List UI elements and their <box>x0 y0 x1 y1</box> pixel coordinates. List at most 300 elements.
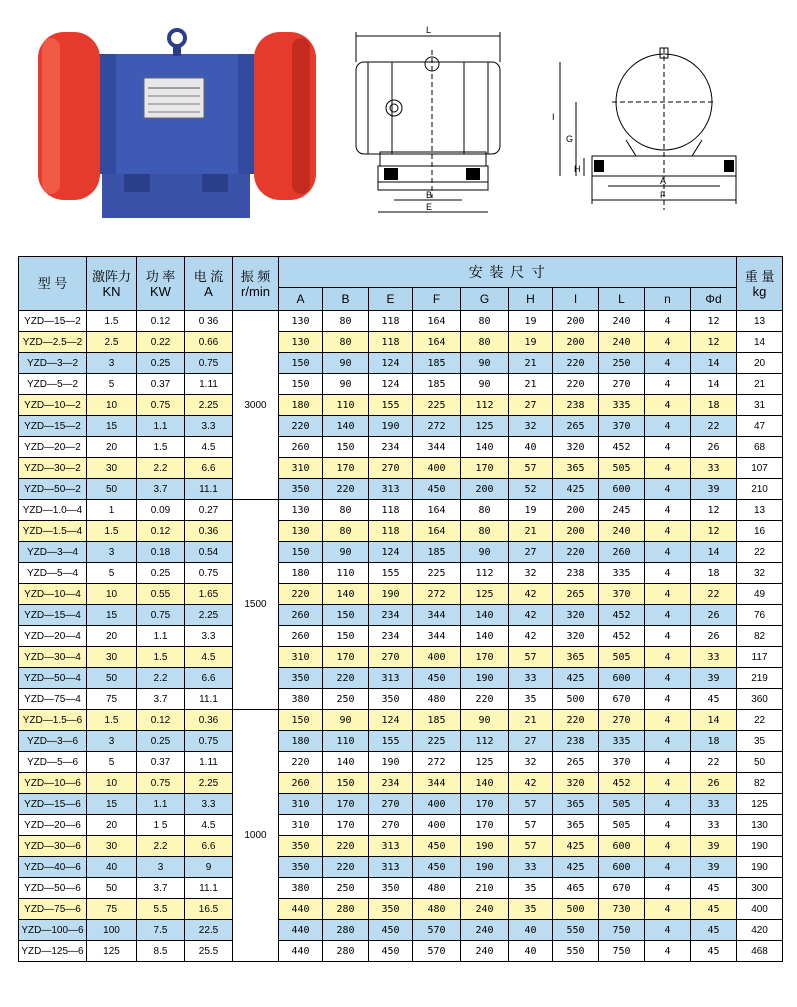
dim-cell: 313 <box>369 479 413 500</box>
power-cell: 0.25 <box>137 563 185 584</box>
weight-cell: 219 <box>737 668 783 689</box>
dim-cell: 185 <box>413 542 461 563</box>
current-cell: 4.5 <box>185 647 233 668</box>
force-cell: 20 <box>87 626 137 647</box>
model-cell: YZD—20—4 <box>19 626 87 647</box>
weight-cell: 360 <box>737 689 783 710</box>
dim-cell: 22 <box>691 416 737 437</box>
dim-cell: 280 <box>323 899 369 920</box>
dim-cell: 335 <box>599 563 645 584</box>
model-cell: YZD—3—2 <box>19 353 87 374</box>
dim-cell: 270 <box>369 458 413 479</box>
table-row <box>19 836 783 857</box>
dim-cell: 234 <box>369 437 413 458</box>
dim-cell: 118 <box>369 332 413 353</box>
dim-cell: 21 <box>509 521 553 542</box>
dim-cell: 4 <box>645 563 691 584</box>
model-cell: YZD—75—6 <box>19 899 87 920</box>
side-view-drawing <box>546 30 761 225</box>
dim-cell: 57 <box>509 794 553 815</box>
model-cell: YZD—125—6 <box>19 941 87 962</box>
force-cell: 20 <box>87 437 137 458</box>
dim-cell: 350 <box>279 479 323 500</box>
dim-cell: 32 <box>509 563 553 584</box>
dim-cell: 190 <box>369 752 413 773</box>
dim-cell: 200 <box>553 521 599 542</box>
dim-cell: 280 <box>323 920 369 941</box>
dim-cell: 210 <box>461 878 509 899</box>
dim-cell: 4 <box>645 773 691 794</box>
current-cell: 0.36 <box>185 521 233 542</box>
power-cell: 0.12 <box>137 311 185 332</box>
weight-cell: 49 <box>737 584 783 605</box>
current-cell: 6.6 <box>185 458 233 479</box>
force-cell: 40 <box>87 857 137 878</box>
dim-cell: 238 <box>553 395 599 416</box>
speed-cell: 1000 <box>233 710 279 962</box>
dim-cell: 225 <box>413 731 461 752</box>
power-cell: 8.5 <box>137 941 185 962</box>
col-header-dim-A: A <box>279 288 323 311</box>
power-cell: 0.09 <box>137 500 185 521</box>
dim-cell: 170 <box>323 458 369 479</box>
dim-cell: 4 <box>645 542 691 563</box>
speed-cell: 3000 <box>233 311 279 500</box>
dim-cell: 240 <box>599 521 645 542</box>
model-cell: YZD—5—6 <box>19 752 87 773</box>
col-header-weight <box>737 257 783 311</box>
dim-cell: 39 <box>691 668 737 689</box>
weight-cell: 13 <box>737 311 783 332</box>
dim-cell: 19 <box>509 500 553 521</box>
dim-cell: 140 <box>461 773 509 794</box>
force-cell: 20 <box>87 815 137 836</box>
dim-cell: 238 <box>553 563 599 584</box>
dim-cell: 150 <box>279 374 323 395</box>
dim-cell: 90 <box>461 542 509 563</box>
dim-cell: 4 <box>645 668 691 689</box>
dim-cell: 35 <box>509 689 553 710</box>
current-label: 电 流 <box>193 268 224 284</box>
col-header-dim-F: F <box>413 288 461 311</box>
current-cell: 0.36 <box>185 710 233 731</box>
model-cell: YZD—30—4 <box>19 647 87 668</box>
dim-cell: 320 <box>553 626 599 647</box>
dim-cell: 220 <box>279 584 323 605</box>
dim-cell: 90 <box>461 374 509 395</box>
power-cell: 0.25 <box>137 731 185 752</box>
dim-cell: 335 <box>599 731 645 752</box>
table-row <box>19 374 783 395</box>
dim-cell: 42 <box>509 584 553 605</box>
power-cell: 1.1 <box>137 416 185 437</box>
current-cell: 0.54 <box>185 542 233 563</box>
col-header-model: 型 号 <box>19 257 87 311</box>
weight-cell: 14 <box>737 332 783 353</box>
weight-cell: 16 <box>737 521 783 542</box>
dim-cell: 190 <box>369 584 413 605</box>
dim-cell: 32 <box>509 416 553 437</box>
weight-cell: 400 <box>737 899 783 920</box>
weight-cell: 21 <box>737 374 783 395</box>
force-cell: 1 <box>87 500 137 521</box>
dim-cell: 14 <box>691 542 737 563</box>
dim-cell: 190 <box>369 416 413 437</box>
weight-cell: 468 <box>737 941 783 962</box>
dim-cell: 265 <box>553 752 599 773</box>
current-cell: 0 36 <box>185 311 233 332</box>
dim-cell: 310 <box>279 794 323 815</box>
dim-cell: 313 <box>369 836 413 857</box>
dim-cell: 90 <box>323 374 369 395</box>
dim-cell: 240 <box>599 311 645 332</box>
dim-cell: 480 <box>413 878 461 899</box>
dim-cell: 310 <box>279 458 323 479</box>
force-cell: 1.5 <box>87 521 137 542</box>
dim-cell: 270 <box>369 794 413 815</box>
dim-cell: 140 <box>461 605 509 626</box>
dim-cell: 124 <box>369 542 413 563</box>
dim-cell: 150 <box>323 773 369 794</box>
dim-cell: 350 <box>369 689 413 710</box>
dim-cell: 600 <box>599 479 645 500</box>
dim-label-E: E <box>426 202 433 212</box>
dim-cell: 45 <box>691 878 737 899</box>
dim-cell: 185 <box>413 710 461 731</box>
current-cell: 11.1 <box>185 479 233 500</box>
dim-cell: 52 <box>509 479 553 500</box>
dim-cell: 33 <box>509 857 553 878</box>
dim-cell: 164 <box>413 500 461 521</box>
weight-cell: 50 <box>737 752 783 773</box>
weight-cell: 22 <box>737 542 783 563</box>
power-cell: 0.75 <box>137 773 185 794</box>
dim-cell: 22 <box>691 752 737 773</box>
dim-cell: 140 <box>461 437 509 458</box>
dim-cell: 4 <box>645 857 691 878</box>
model-cell: YZD—10—4 <box>19 584 87 605</box>
force-cell: 1.5 <box>87 710 137 731</box>
model-cell: YZD—1.0—4 <box>19 500 87 521</box>
vibration-motor-photo <box>36 18 318 226</box>
power-cell: 3.7 <box>137 689 185 710</box>
dim-cell: 12 <box>691 311 737 332</box>
dim-cell: 220 <box>553 710 599 731</box>
dim-label-F: F <box>660 190 666 200</box>
dim-cell: 4 <box>645 647 691 668</box>
dim-cell: 310 <box>279 647 323 668</box>
dim-cell: 180 <box>279 731 323 752</box>
weight-cell: 107 <box>737 458 783 479</box>
dim-cell: 425 <box>553 479 599 500</box>
weight-cell: 13 <box>737 500 783 521</box>
table-row <box>19 311 783 332</box>
weight-cell: 82 <box>737 626 783 647</box>
table-row <box>19 899 783 920</box>
power-unit: KW <box>150 283 171 299</box>
dim-cell: 45 <box>691 941 737 962</box>
dim-cell: 220 <box>323 836 369 857</box>
dim-cell: 140 <box>323 584 369 605</box>
dim-cell: 450 <box>369 920 413 941</box>
dim-cell: 220 <box>553 353 599 374</box>
dim-cell: 124 <box>369 374 413 395</box>
dim-cell: 260 <box>279 437 323 458</box>
current-cell: 1.11 <box>185 374 233 395</box>
dim-cell: 4 <box>645 311 691 332</box>
dim-cell: 234 <box>369 626 413 647</box>
current-cell: 6.6 <box>185 668 233 689</box>
table-row <box>19 920 783 941</box>
table-row <box>19 584 783 605</box>
power-label: 功 率 <box>145 268 176 284</box>
dim-cell: 365 <box>553 815 599 836</box>
table-row <box>19 731 783 752</box>
dim-label-G: G <box>566 134 574 144</box>
dim-cell: 260 <box>599 542 645 563</box>
dim-cell: 370 <box>599 584 645 605</box>
dim-cell: 19 <box>509 311 553 332</box>
dim-cell: 4 <box>645 731 691 752</box>
dim-cell: 480 <box>413 899 461 920</box>
model-cell: YZD—15—2 <box>19 416 87 437</box>
dim-label-I: I <box>552 112 555 122</box>
model-cell: YZD—10—6 <box>19 773 87 794</box>
speed-unit: r/min <box>241 283 270 299</box>
dim-cell: 250 <box>323 878 369 899</box>
dim-cell: 350 <box>369 899 413 920</box>
current-cell: 25.5 <box>185 941 233 962</box>
table-row <box>19 542 783 563</box>
weight-cell: 68 <box>737 437 783 458</box>
dim-cell: 90 <box>461 710 509 731</box>
current-cell: 11.1 <box>185 689 233 710</box>
dim-cell: 155 <box>369 731 413 752</box>
dim-cell: 335 <box>599 395 645 416</box>
dim-cell: 272 <box>413 584 461 605</box>
dim-cell: 112 <box>461 731 509 752</box>
model-cell: YZD—3—6 <box>19 731 87 752</box>
dim-cell: 180 <box>279 395 323 416</box>
dim-cell: 350 <box>279 668 323 689</box>
dim-cell: 4 <box>645 521 691 542</box>
table-row <box>19 353 783 374</box>
dim-cell: 250 <box>323 689 369 710</box>
weight-cell: 420 <box>737 920 783 941</box>
table-row <box>19 416 783 437</box>
dim-cell: 18 <box>691 731 737 752</box>
dim-cell: 125 <box>461 584 509 605</box>
dim-cell: 250 <box>599 353 645 374</box>
dim-cell: 150 <box>323 626 369 647</box>
current-cell: 16.5 <box>185 899 233 920</box>
dim-cell: 234 <box>369 605 413 626</box>
dim-cell: 14 <box>691 353 737 374</box>
dim-cell: 310 <box>279 815 323 836</box>
dim-cell: 750 <box>599 941 645 962</box>
force-cell: 75 <box>87 899 137 920</box>
dim-cell: 130 <box>279 311 323 332</box>
force-cell: 75 <box>87 689 137 710</box>
dim-cell: 425 <box>553 668 599 689</box>
force-cell: 100 <box>87 920 137 941</box>
table-row <box>19 458 783 479</box>
weight-cell: 190 <box>737 836 783 857</box>
weight-cell: 190 <box>737 857 783 878</box>
dim-cell: 80 <box>323 311 369 332</box>
dim-cell: 170 <box>461 794 509 815</box>
dim-cell: 260 <box>279 626 323 647</box>
table-row <box>19 647 783 668</box>
dim-cell: 365 <box>553 794 599 815</box>
dim-cell: 18 <box>691 395 737 416</box>
dim-cell: 570 <box>413 941 461 962</box>
dim-cell: 190 <box>461 857 509 878</box>
model-cell: YZD—100—6 <box>19 920 87 941</box>
weight-cell: 210 <box>737 479 783 500</box>
dim-cell: 4 <box>645 605 691 626</box>
dim-cell: 400 <box>413 794 461 815</box>
weight-cell: 35 <box>737 731 783 752</box>
dim-cell: 350 <box>279 857 323 878</box>
model-cell: YZD—1.5—6 <box>19 710 87 731</box>
dim-cell: 465 <box>553 878 599 899</box>
dim-cell: 220 <box>461 689 509 710</box>
dim-cell: 150 <box>279 353 323 374</box>
dim-cell: 150 <box>323 437 369 458</box>
col-header-power <box>137 257 185 311</box>
weight-cell: 300 <box>737 878 783 899</box>
dim-cell: 35 <box>509 899 553 920</box>
dim-cell: 320 <box>553 773 599 794</box>
dim-cell: 200 <box>461 479 509 500</box>
power-cell: 0.22 <box>137 332 185 353</box>
dim-cell: 140 <box>461 626 509 647</box>
current-cell: 6.6 <box>185 836 233 857</box>
dim-cell: 450 <box>413 668 461 689</box>
dim-cell: 440 <box>279 941 323 962</box>
table-row <box>19 857 783 878</box>
dim-cell: 400 <box>413 815 461 836</box>
weight-cell: 130 <box>737 815 783 836</box>
weight-cell: 47 <box>737 416 783 437</box>
model-cell: YZD—30—6 <box>19 836 87 857</box>
dim-cell: 570 <box>413 920 461 941</box>
dim-cell: 400 <box>413 458 461 479</box>
dim-cell: 155 <box>369 563 413 584</box>
dim-cell: 12 <box>691 332 737 353</box>
dim-cell: 33 <box>691 815 737 836</box>
dim-cell: 4 <box>645 920 691 941</box>
current-cell: 1.65 <box>185 584 233 605</box>
dim-cell: 370 <box>599 752 645 773</box>
model-cell: YZD—10—2 <box>19 395 87 416</box>
dim-cell: 80 <box>461 500 509 521</box>
force-cell: 10 <box>87 773 137 794</box>
dim-cell: 4 <box>645 458 691 479</box>
dim-cell: 200 <box>553 500 599 521</box>
dim-cell: 12 <box>691 500 737 521</box>
speed-label: 振 频 <box>240 268 271 284</box>
table-row <box>19 437 783 458</box>
dim-cell: 180 <box>279 563 323 584</box>
dim-cell: 170 <box>323 647 369 668</box>
table-row <box>19 626 783 647</box>
dim-cell: 400 <box>413 647 461 668</box>
dim-cell: 27 <box>509 731 553 752</box>
dim-cell: 170 <box>461 815 509 836</box>
current-cell: 1.11 <box>185 752 233 773</box>
dim-cell: 240 <box>461 899 509 920</box>
dim-cell: 42 <box>509 605 553 626</box>
dim-cell: 4 <box>645 752 691 773</box>
force-cell: 5 <box>87 374 137 395</box>
weight-cell: 117 <box>737 647 783 668</box>
dim-cell: 4 <box>645 416 691 437</box>
power-cell: 1.5 <box>137 647 185 668</box>
dim-cell: 90 <box>323 353 369 374</box>
power-cell: 0.18 <box>137 542 185 563</box>
dim-cell: 270 <box>369 815 413 836</box>
col-header-current <box>185 257 233 311</box>
dim-cell: 39 <box>691 857 737 878</box>
dim-cell: 110 <box>323 731 369 752</box>
spec-table-body <box>19 311 783 962</box>
dim-cell: 500 <box>553 689 599 710</box>
power-cell: 1.1 <box>137 626 185 647</box>
dim-cell: 12 <box>691 521 737 542</box>
col-header-dim-B: B <box>323 288 369 311</box>
dim-cell: 220 <box>553 374 599 395</box>
dim-label-L: L <box>426 25 432 35</box>
weight-label: 重 量 <box>744 268 775 284</box>
dim-cell: 344 <box>413 626 461 647</box>
dim-cell: 90 <box>461 353 509 374</box>
force-cell: 50 <box>87 878 137 899</box>
dim-cell: 118 <box>369 311 413 332</box>
dim-cell: 170 <box>461 458 509 479</box>
dim-cell: 480 <box>413 689 461 710</box>
weight-cell: 22 <box>737 710 783 731</box>
dim-cell: 90 <box>323 710 369 731</box>
dim-cell: 452 <box>599 605 645 626</box>
dim-cell: 26 <box>691 605 737 626</box>
model-cell: YZD—5—2 <box>19 374 87 395</box>
dim-cell: 21 <box>509 353 553 374</box>
col-header-dim-I: I <box>553 288 599 311</box>
dim-cell: 220 <box>279 416 323 437</box>
force-unit: KN <box>102 283 121 299</box>
current-cell: 11.1 <box>185 878 233 899</box>
table-row <box>19 815 783 836</box>
current-cell: 0.27 <box>185 500 233 521</box>
dim-cell: 225 <box>413 395 461 416</box>
dim-cell: 14 <box>691 374 737 395</box>
weight-cell: 82 <box>737 773 783 794</box>
dim-cell: 150 <box>279 710 323 731</box>
model-cell: YZD—15—4 <box>19 605 87 626</box>
dim-cell: 21 <box>509 710 553 731</box>
power-cell: 1.5 <box>137 437 185 458</box>
current-cell: 0.66 <box>185 332 233 353</box>
current-cell: 0.75 <box>185 353 233 374</box>
current-cell: 0.75 <box>185 563 233 584</box>
dim-cell: 4 <box>645 815 691 836</box>
dim-cell: 450 <box>413 479 461 500</box>
force-cell: 125 <box>87 941 137 962</box>
dim-cell: 600 <box>599 836 645 857</box>
dim-cell: 170 <box>461 647 509 668</box>
